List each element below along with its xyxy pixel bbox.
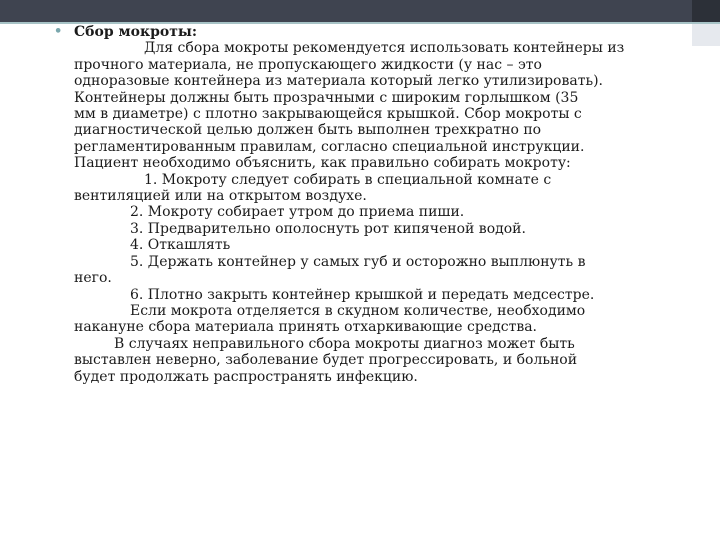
body-line: одноразовые контейнера из материала который легко утилизировать). <box>74 73 603 90</box>
body-line: накануне сбора материала принять отхаркивающие средства. <box>74 319 537 336</box>
slide-top-bar-corner <box>692 0 720 22</box>
body-line: Для сбора мокроты рекомендуется использовать контейнеры из <box>144 40 625 57</box>
slide-top-bar <box>0 0 720 22</box>
body-line: Контейнеры должны быть прозрачными с широким горлышком (35 <box>74 89 579 106</box>
body-line: Пациент необходимо объяснить, как правильно собирать мокроту: <box>74 155 571 172</box>
body-line: 4. Откашлять <box>130 237 231 254</box>
body-line: В случаях неправильного сбора мокроты диагноз может быть <box>114 335 575 352</box>
body-line: мм в диаметре) с плотно закрывающейся крышкой. Сбор мокроты с <box>74 106 582 123</box>
body-line: 2. Мокроту собирает утром до приема пиши. <box>130 204 465 221</box>
body-line: будет продолжать распространять инфекцию. <box>74 368 418 385</box>
body-line: выставлен неверно, заболевание будет прогрессировать, и больной <box>74 352 578 369</box>
body-line: 3. Предварительно ополоснуть рот кипяченой водой. <box>130 220 526 237</box>
body-line: 1. Мокроту следует собирать в специальной комнате с <box>144 171 552 188</box>
body-line: 6. Плотно закрыть контейнер крышкой и передать медсестре. <box>130 286 595 303</box>
slide-side-tab <box>692 24 720 46</box>
slide-content <box>52 24 680 385</box>
body-line: регламентированным правилам, согласно специальной инструкции. <box>74 138 585 155</box>
slide-body <box>52 40 680 385</box>
body-line: прочного материала, не пропускающего жидкости (у нас – это <box>74 56 542 73</box>
body-line: 5. Держать контейнер у самых губ и осторожно выплюнуть в <box>130 253 586 270</box>
body-line: диагностической целью должен быть выполнен трехкратно по <box>74 122 542 139</box>
body-line: вентиляцией или на открытом воздухе. <box>74 188 367 205</box>
body-line: него. <box>74 270 112 287</box>
bullet-icon: • <box>54 24 63 39</box>
slide-heading <box>52 24 680 40</box>
body-line: Если мокрота отделяется в скудном количестве, необходимо <box>130 302 586 319</box>
heading-text: Сбор мокроты: <box>74 24 198 40</box>
